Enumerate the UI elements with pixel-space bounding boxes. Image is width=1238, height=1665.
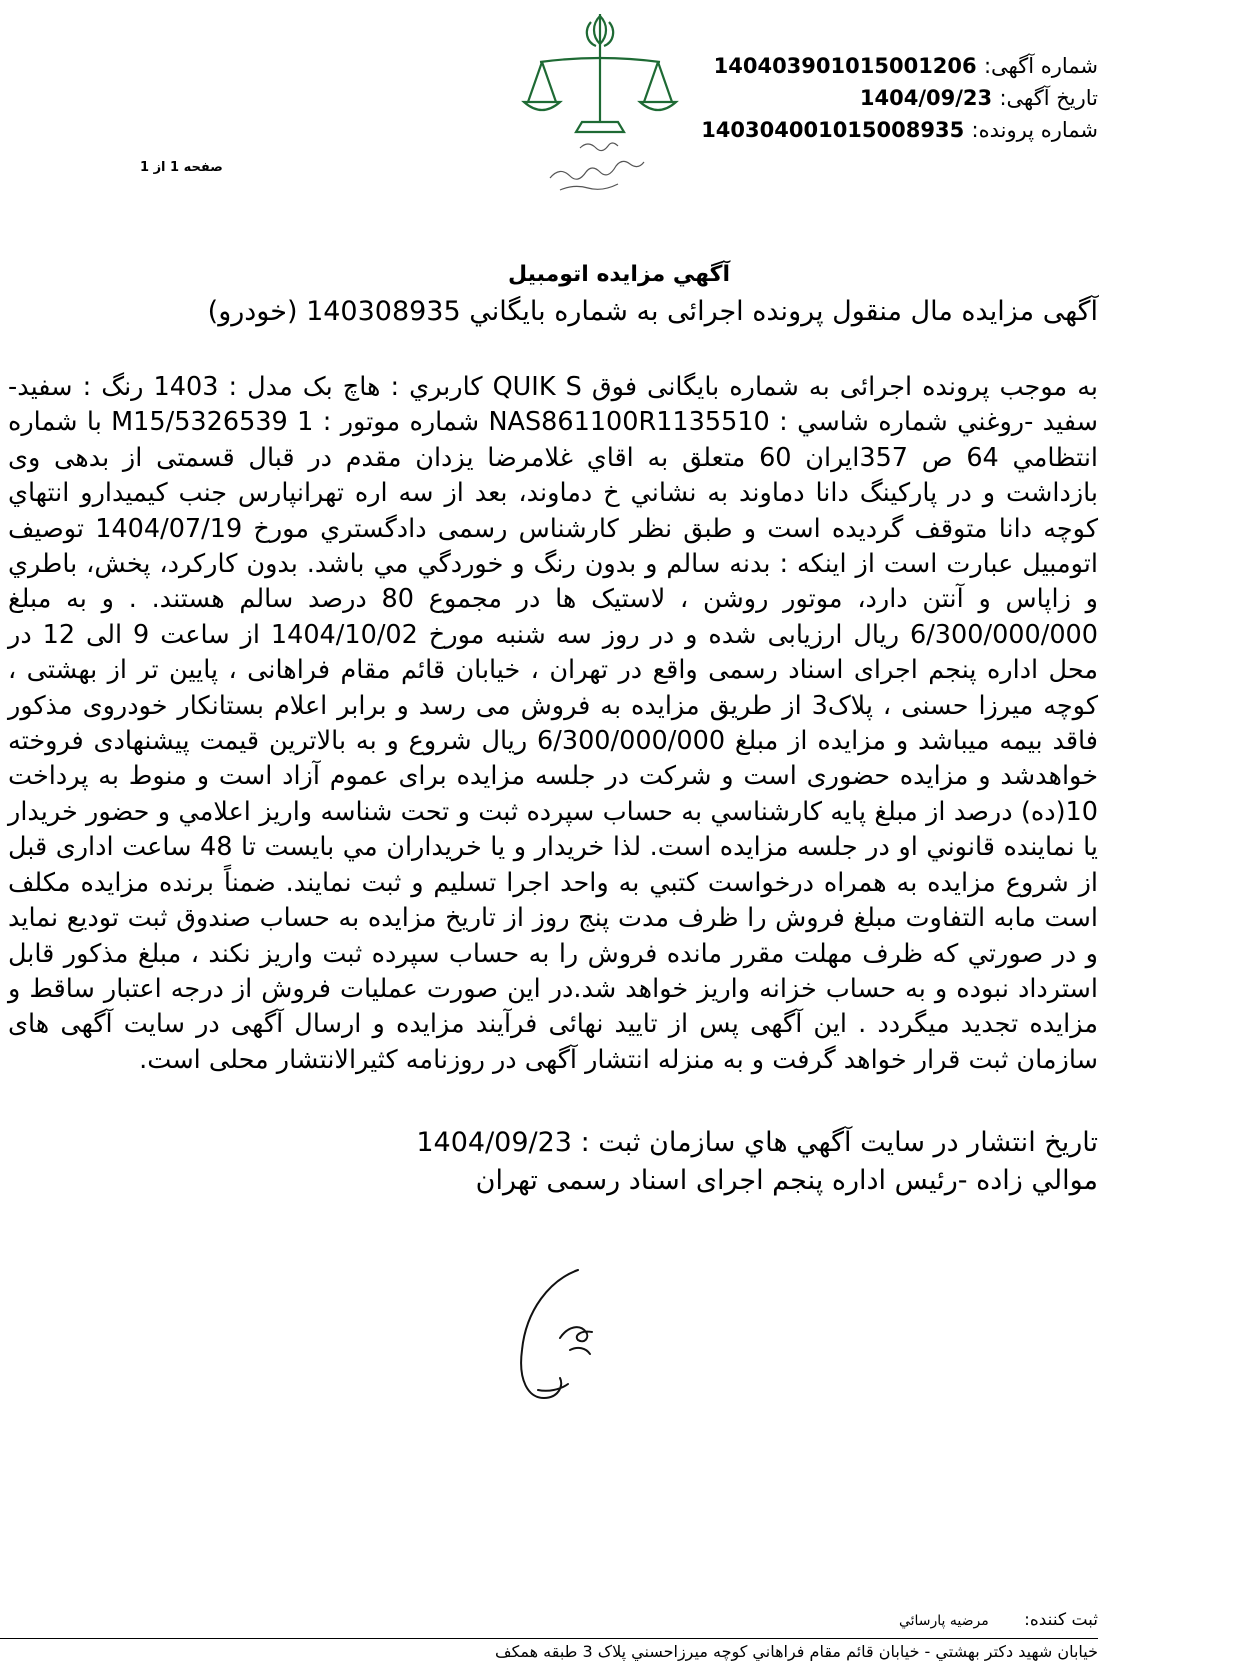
signer-line: موالي زاده -رئيس اداره پنجم اجرای اسناد رسمی تهران [475, 1165, 1098, 1196]
publication-date-line [416, 1125, 1098, 1161]
notice-body: به موجب پرونده اجرائی به شماره بایگانی فوق QUIK S كاربري : هاچ بک مدل : 1403 رنگ : سفيد-سفيد -روغني شماره شاسي : NAS861100R1135510 شماره موتور : 1 M15/5326539 با شماره انتظامي 64 ص 357ايران 60 متعلق به اقاي غلامرضا يزدان مقدم در قبال قسمتی از بدهی وی بازداشت و در پارکینگ دانا دماوند به نشاني خ دماوند، بعد از سه اره تهرانپارس جنب کیمیدارو انتهاي کوچه دانا متوقف گرديده است و طبق نظر كارشناس رسمی دادگستري مورخ 1404/07/19 توصيف اتومبيل عبارت است از اينكه : بدنه سالم و بدون رنگ و خوردگي مي باشد. بدون کارکرد، پخش، باطري و زاپاس و آنتن دارد، موتور روشن ، لاستیک ها در مجموع 80 درصد سالم هستند. . و به مبلغ 6/300/000/000 ريال ارزيابی شده و در روز سه شنبه مورخ 1404/10/02 از ساعت 9 الی 12 در محل اداره پنجم اجرای اسناد رسمی واقع در تهران ، خیابان قائم مقام فراهانی ، پایین تر از بهشتی ، کوچه میرزا حسنی ، پلاک3 از طریق مزایده به فروش می رسد و برابر اعلام بستانکار خودروی مذکور فاقد بیمه میباشد و مزایده از مبلغ 6/300/000/000 ريال شروع و به بالاترين قيمت پيشنهادی فروخته خواهدشد و مزايده حضوری است و شركت در جلسه مزايده برای عموم آزاد است و منوط به پرداخت 10(ده) درصد از مبلغ پايه كارشناسي به حساب سپرده ثبت و تحت شناسه واريز اعلامي و حضور خريدار يا نماينده قانوني او در جلسه مزايده است. لذا خريدار و يا خريداران مي بايست تا 48 ساعت اداری قبل از شروع مزايده به همراه درخواست كتبي به واحد اجرا تسليم و ثبت نمايند. ضمناً برنده مزايده مكلف است مابه التفاوت مبلغ فروش را ظرف مدت پنج روز از تاريخ مزايده به حساب صندوق ثبت توديع نمايد و در صورتي كه ظرف مهلت مقرر مانده فروش را به حساب سپرده ثبت واريز نكند ، مبلغ مذكور قابل استرداد نبوده و به حساب خزانه واريز خواهد شد.در اين صورت عمليات فروش از درجه اعتبار ساقط و مزايده تجديد ميگردد . اين آگهی پس از تاييد نهائی فرآيند مزايده و ارسال آگهی در سايت آگهی های سازمان ثبت قرار خواهد گرفت و به منزله انتشار آگهی در روزنامه كثيرالانتشار محلی است. [8, 372, 1099, 1075]
notice-number-label: شماره آگهی: [983, 54, 1098, 78]
notice-subtitle: آگهی مزایده مال منقول پرونده اجرائی به شماره بایگاني 140308935 (خودرو) [207, 296, 1098, 327]
handwritten-signature-icon [460, 1240, 650, 1430]
registrar-label: ثبت كننده: [1024, 1610, 1098, 1630]
footer-divider [0, 1638, 1098, 1639]
publication-date-label: تاريخ انتشار در سايت آگهي هاي سازمان ثبت : [580, 1127, 1098, 1158]
case-number-label: شماره پرونده: [971, 118, 1098, 142]
notice-date: 1404/09/23 [859, 86, 993, 110]
notice-title: آگهي مزايده اتومبيل [507, 262, 731, 287]
notice-date-label: تاریخ آگهی: [999, 86, 1098, 110]
judiciary-emblem-icon [520, 10, 680, 205]
notice-number: 140403901015001206 [713, 54, 977, 78]
publication-date: 1404/09/23 [416, 1127, 572, 1158]
notice-number-row [638, 50, 1098, 82]
case-number-row [638, 114, 1098, 146]
notice-date-row [638, 82, 1098, 114]
page-number: صفحه 1 از 1 [140, 160, 223, 175]
notice-metadata [638, 50, 1098, 146]
office-address: خيابان شهيد دكتر بهشتي - خيابان قائم مقام فراهاني كوچه ميرزاحسني پلاک 3 طبقه همكف [495, 1642, 1098, 1661]
registrar-line [899, 1610, 1098, 1630]
case-number: 140304001015008935 [701, 118, 965, 142]
registrar-name: مرضيه پارسائي [898, 1613, 989, 1629]
